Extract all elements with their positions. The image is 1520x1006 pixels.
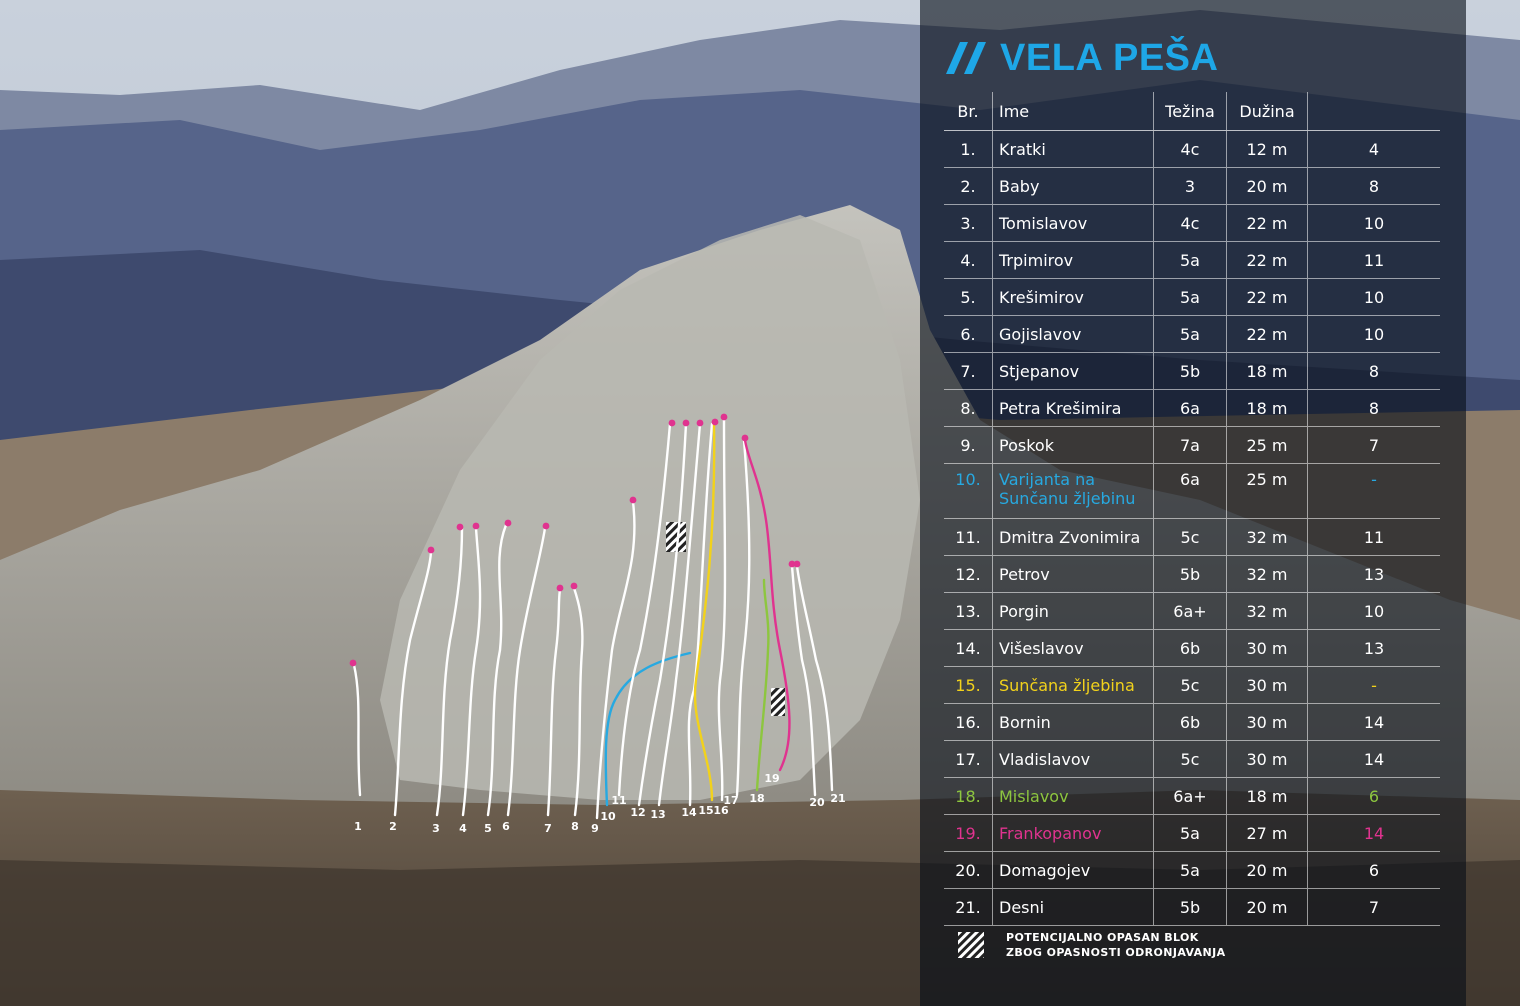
table-row xyxy=(944,168,1440,205)
table-row xyxy=(944,741,1440,778)
route-name: Varijanta na Sunčanu žljebinu xyxy=(993,464,1154,519)
table-row xyxy=(944,852,1440,889)
route-name: Sunčana žljebina xyxy=(993,667,1154,704)
table-row xyxy=(944,889,1440,926)
route-name: Petra Krešimira xyxy=(993,390,1154,427)
route-name: Petrov xyxy=(993,556,1154,593)
route-name: Kratki xyxy=(993,131,1154,168)
route-number: 15. xyxy=(944,667,993,704)
route-extra: 14 xyxy=(1308,815,1441,852)
route-name: Domagojev xyxy=(993,852,1154,889)
route-extra: 8 xyxy=(1308,353,1441,390)
route-extra: 8 xyxy=(1308,390,1441,427)
route-label: 20 xyxy=(809,796,825,809)
route-number: 16. xyxy=(944,704,993,741)
route-name: Trpimirov xyxy=(993,242,1154,279)
header-grade: Težina xyxy=(1154,92,1227,131)
route-length: 22 m xyxy=(1227,242,1308,279)
route-extra: 4 xyxy=(1308,131,1441,168)
route-number: 19. xyxy=(944,815,993,852)
route-length: 20 m xyxy=(1227,852,1308,889)
route-length: 22 m xyxy=(1227,205,1308,242)
route-grade: 6b xyxy=(1154,630,1227,667)
hazard-block-marker xyxy=(771,688,785,716)
table-row xyxy=(944,390,1440,427)
route-label: 21 xyxy=(830,792,846,805)
route-grade: 5c xyxy=(1154,741,1227,778)
route-grade: 6a xyxy=(1154,464,1227,519)
route-number: 21. xyxy=(944,889,993,926)
route-number: 5. xyxy=(944,279,993,316)
table-row xyxy=(944,593,1440,630)
route-extra: 7 xyxy=(1308,427,1441,464)
route-label: 16 xyxy=(713,804,729,817)
route-extra: 13 xyxy=(1308,630,1441,667)
route-name: Baby xyxy=(993,168,1154,205)
route-number: 2. xyxy=(944,168,993,205)
table-row xyxy=(944,519,1440,556)
route-extra: 14 xyxy=(1308,741,1441,778)
anchor-icon xyxy=(630,497,637,504)
route-label: 7 xyxy=(544,822,552,835)
route-extra: - xyxy=(1308,464,1441,519)
route-number: 4. xyxy=(944,242,993,279)
route-grade: 5b xyxy=(1154,889,1227,926)
table-row xyxy=(944,316,1440,353)
table-row xyxy=(944,815,1440,852)
table-row xyxy=(944,556,1440,593)
route-label: 11 xyxy=(611,794,627,807)
route-label: 3 xyxy=(432,822,440,835)
route-grade: 5b xyxy=(1154,556,1227,593)
double-slash-icon xyxy=(946,38,986,78)
route-length: 32 m xyxy=(1227,593,1308,630)
route-name: Dmitra Zvonimira xyxy=(993,519,1154,556)
route-name: Mislavov xyxy=(993,778,1154,815)
route-length: 20 m xyxy=(1227,168,1308,205)
route-length: 30 m xyxy=(1227,667,1308,704)
route-table xyxy=(944,92,1440,926)
table-row xyxy=(944,667,1440,704)
header-extra xyxy=(1308,92,1441,131)
title-block xyxy=(946,36,1218,80)
anchor-icon xyxy=(683,420,690,427)
route-number: 3. xyxy=(944,205,993,242)
anchor-icon xyxy=(557,585,564,592)
route-length: 22 m xyxy=(1227,279,1308,316)
route-number: 10. xyxy=(944,464,993,519)
table-header-row xyxy=(944,92,1440,131)
route-label: 15 xyxy=(698,804,714,817)
route-length: 25 m xyxy=(1227,464,1308,519)
route-number: 17. xyxy=(944,741,993,778)
route-extra: 11 xyxy=(1308,519,1441,556)
route-label: 5 xyxy=(484,822,492,835)
legend xyxy=(958,930,1226,960)
table-row xyxy=(944,353,1440,390)
route-number: 1. xyxy=(944,131,993,168)
route-length: 30 m xyxy=(1227,704,1308,741)
route-extra: 10 xyxy=(1308,316,1441,353)
route-grade: 6a+ xyxy=(1154,778,1227,815)
route-label: 19 xyxy=(764,772,780,785)
route-extra: 6 xyxy=(1308,852,1441,889)
table-row xyxy=(944,464,1440,519)
route-label: 2 xyxy=(389,820,397,833)
anchor-icon xyxy=(543,523,550,530)
route-length: 32 m xyxy=(1227,556,1308,593)
route-length: 30 m xyxy=(1227,741,1308,778)
route-length: 18 m xyxy=(1227,353,1308,390)
route-length: 27 m xyxy=(1227,815,1308,852)
route-grade: 3 xyxy=(1154,168,1227,205)
route-length: 18 m xyxy=(1227,778,1308,815)
route-extra: 8 xyxy=(1308,168,1441,205)
table-row xyxy=(944,778,1440,815)
route-number: 8. xyxy=(944,390,993,427)
route-length: 25 m xyxy=(1227,427,1308,464)
route-extra: 10 xyxy=(1308,279,1441,316)
route-name: Vladislavov xyxy=(993,741,1154,778)
route-length: 18 m xyxy=(1227,390,1308,427)
route-length: 32 m xyxy=(1227,519,1308,556)
route-extra: 10 xyxy=(1308,205,1441,242)
route-number: 12. xyxy=(944,556,993,593)
table-row xyxy=(944,242,1440,279)
route-label: 9 xyxy=(591,822,599,835)
table-row xyxy=(944,205,1440,242)
route-name: Stjepanov xyxy=(993,353,1154,390)
route-number: 11. xyxy=(944,519,993,556)
route-extra: 10 xyxy=(1308,593,1441,630)
route-label: 10 xyxy=(600,810,616,823)
table-row xyxy=(944,630,1440,667)
route-grade: 5a xyxy=(1154,815,1227,852)
anchor-icon xyxy=(428,547,435,554)
table-row xyxy=(944,279,1440,316)
hatched-block-icon xyxy=(958,932,984,958)
anchor-icon xyxy=(350,660,357,667)
anchor-icon xyxy=(794,561,801,568)
route-extra: 13 xyxy=(1308,556,1441,593)
route-extra: 7 xyxy=(1308,889,1441,926)
route-grade: 5c xyxy=(1154,667,1227,704)
route-name: Višeslavov xyxy=(993,630,1154,667)
route-label: 8 xyxy=(571,820,579,833)
header-name: Ime xyxy=(993,92,1154,131)
route-label: 4 xyxy=(459,822,467,835)
route-name: Porgin xyxy=(993,593,1154,630)
route-number: 14. xyxy=(944,630,993,667)
legend-line-2: ZBOG OPASNOSTI ODRONJAVANJA xyxy=(1006,946,1226,959)
anchor-icon xyxy=(571,583,578,590)
route-grade: 6a xyxy=(1154,390,1227,427)
route-number: 6. xyxy=(944,316,993,353)
route-grade: 5a xyxy=(1154,242,1227,279)
anchor-icon xyxy=(721,414,728,421)
route-grade: 5a xyxy=(1154,279,1227,316)
route-length: 30 m xyxy=(1227,630,1308,667)
route-length: 22 m xyxy=(1227,316,1308,353)
route-label: 12 xyxy=(630,806,646,819)
anchor-icon xyxy=(742,435,749,442)
table-row xyxy=(944,131,1440,168)
anchor-icon xyxy=(669,420,676,427)
crag-title: VELA PEŠA xyxy=(1000,36,1219,79)
anchor-icon xyxy=(505,520,512,527)
table-row xyxy=(944,704,1440,741)
route-label: 17 xyxy=(723,794,739,807)
route-name: Gojislavov xyxy=(993,316,1154,353)
route-label: 13 xyxy=(650,808,666,821)
route-name: Krešimirov xyxy=(993,279,1154,316)
route-length: 20 m xyxy=(1227,889,1308,926)
anchor-icon xyxy=(697,420,704,427)
route-name: Tomislavov xyxy=(993,205,1154,242)
table-row xyxy=(944,427,1440,464)
route-label: 18 xyxy=(749,792,765,805)
route-grade: 5a xyxy=(1154,852,1227,889)
route-grade: 6b xyxy=(1154,704,1227,741)
route-name: Frankopanov xyxy=(993,815,1154,852)
route-number: 7. xyxy=(944,353,993,390)
route-grade: 6a+ xyxy=(1154,593,1227,630)
route-name: Bornin xyxy=(993,704,1154,741)
route-grade: 7a xyxy=(1154,427,1227,464)
route-extra: 6 xyxy=(1308,778,1441,815)
header-no: Br. xyxy=(944,92,993,131)
route-number: 9. xyxy=(944,427,993,464)
route-extra: 14 xyxy=(1308,704,1441,741)
route-grade: 4c xyxy=(1154,131,1227,168)
route-grade: 5a xyxy=(1154,316,1227,353)
route-name: Poskok xyxy=(993,427,1154,464)
route-length: 12 m xyxy=(1227,131,1308,168)
header-length: Dužina xyxy=(1227,92,1308,131)
route-label: 14 xyxy=(681,806,697,819)
route-grade: 5b xyxy=(1154,353,1227,390)
route-extra: 11 xyxy=(1308,242,1441,279)
route-number: 13. xyxy=(944,593,993,630)
route-extra: - xyxy=(1308,667,1441,704)
route-number: 20. xyxy=(944,852,993,889)
anchor-icon xyxy=(457,524,464,531)
anchor-icon xyxy=(712,419,719,426)
anchor-icon xyxy=(473,523,480,530)
legend-line-1: POTENCIJALNO OPASAN BLOK xyxy=(1006,931,1199,944)
route-number: 18. xyxy=(944,778,993,815)
route-grade: 5c xyxy=(1154,519,1227,556)
route-label: 6 xyxy=(502,820,510,833)
route-label: 1 xyxy=(354,820,362,833)
route-name: Desni xyxy=(993,889,1154,926)
route-grade: 4c xyxy=(1154,205,1227,242)
